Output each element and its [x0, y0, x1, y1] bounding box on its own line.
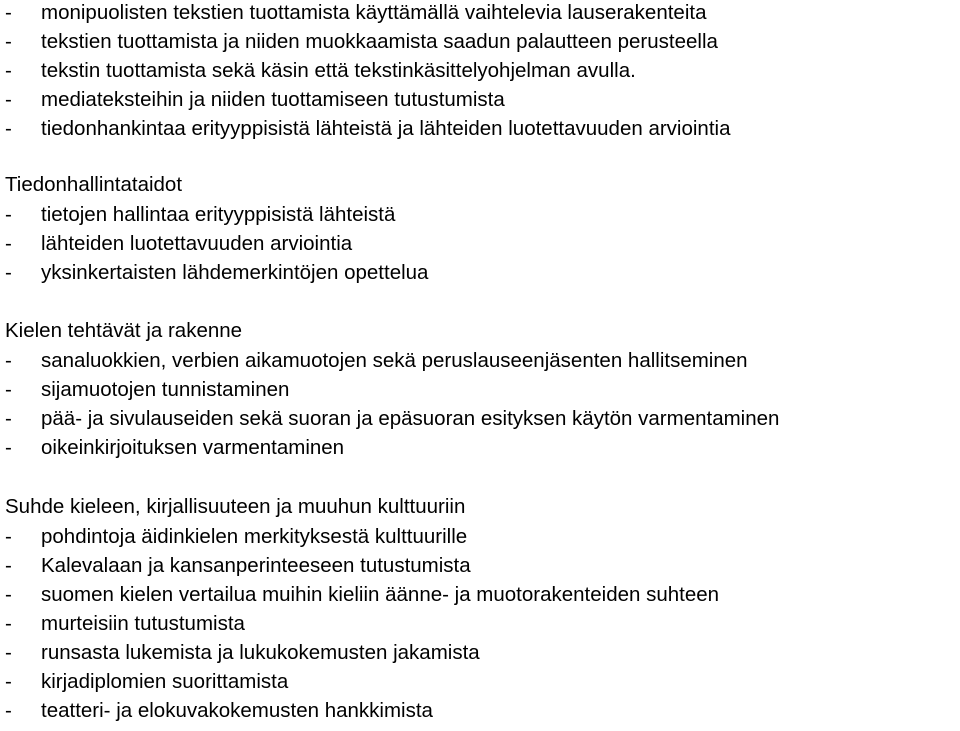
list-item: - tekstien tuottamista ja niiden muokkaamista saadun palautteen perusteella: [5, 30, 718, 53]
list-item: - murteisiin tutustumista: [5, 612, 245, 635]
section-heading: Tiedonhallintataidot: [5, 173, 183, 196]
list-item: - monipuolisten tekstien tuottamista käyttämällä vaihtelevia lauserakenteita: [5, 1, 707, 24]
list-item: - yksinkertaisten lähdemerkintöjen opettelua: [5, 261, 429, 284]
list-item: - runsasta lukemista ja lukukokemusten jakamista: [5, 641, 480, 664]
list-item: - lähteiden luotettavuuden arviointia: [5, 232, 353, 255]
list-item: - Kalevalaan ja kansanperinteeseen tutustumista: [5, 554, 471, 577]
list-item: - pää- ja sivulauseiden sekä suoran ja epäsuoran esityksen käytön varmentaminen: [5, 407, 780, 430]
list-item: - suomen kielen vertailua muihin kieliin äänne- ja muotorakenteiden suhteen: [5, 583, 720, 606]
list-item: - oikeinkirjoituksen varmentaminen: [5, 436, 345, 459]
list-item: - mediateksteihin ja niiden tuottamiseen tutustumista: [5, 88, 505, 111]
list-item: - pohdintoja äidinkielen merkityksestä kulttuurille: [5, 525, 468, 548]
section-heading: Kielen tehtävät ja rakenne: [5, 319, 243, 342]
list-item: - sijamuotojen tunnistaminen: [5, 378, 290, 401]
list-item: - sanaluokkien, verbien aikamuotojen sekä peruslauseenjäsenten hallitseminen: [5, 349, 748, 372]
list-item: - tekstin tuottamista sekä käsin että tekstinkäsittelyohjelman avulla.: [5, 59, 636, 82]
list-item: - tiedonhankintaa erityyppisistä lähteistä ja lähteiden luotettavuuden arviointia: [5, 117, 731, 140]
list-item: - teatteri- ja elokuvakokemusten hankkimista: [5, 699, 433, 722]
section-heading: Suhde kieleen, kirjallisuuteen ja muuhun kulttuuriin: [5, 495, 466, 518]
list-item: - kirjadiplomien suorittamista: [5, 670, 289, 693]
list-item: - tietojen hallintaa erityyppisistä lähteistä: [5, 203, 396, 226]
